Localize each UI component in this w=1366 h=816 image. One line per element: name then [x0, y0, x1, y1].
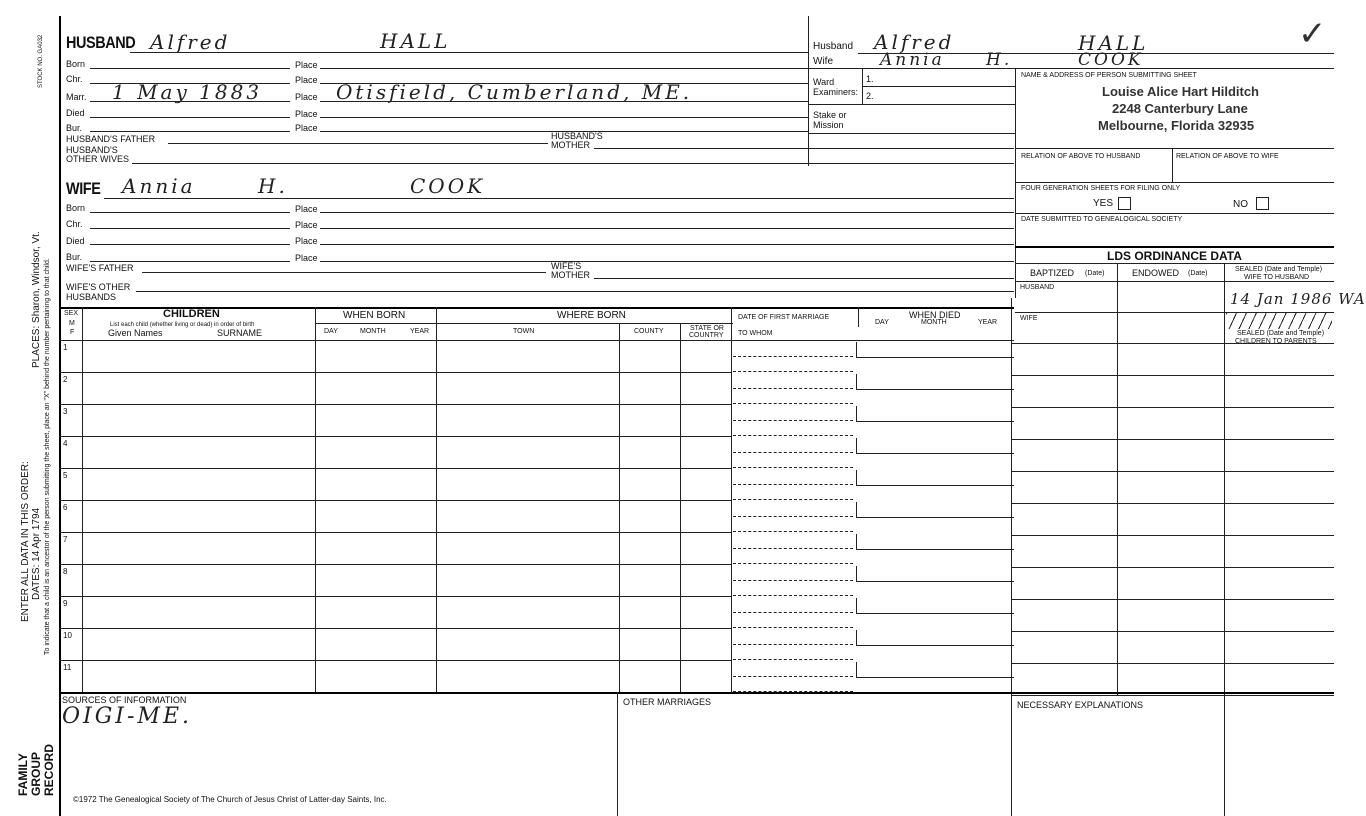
relation-bottom-line: [1015, 182, 1334, 183]
examiner-2-line[interactable]: [808, 104, 1015, 105]
lds-child-row-line[interactable]: [1011, 567, 1334, 568]
yes-checkbox[interactable]: [1118, 197, 1131, 210]
wife-bur-place-label: Place: [295, 253, 318, 263]
examiner-1-line[interactable]: [862, 86, 1015, 87]
given-names-label: Given Names: [108, 328, 163, 338]
child-death-box-edge: [856, 630, 857, 645]
wife-heading: WIFE: [66, 179, 101, 198]
examiner-2-label: 2.: [866, 91, 874, 101]
child-row-number: 7: [63, 535, 68, 544]
lds-child-row-line[interactable]: [1011, 471, 1334, 472]
husband-surname[interactable]: HALL: [380, 29, 451, 53]
husband-born-place-label: Place: [295, 60, 318, 70]
wifes-mother-line[interactable]: [594, 278, 1014, 279]
child-marriage-date-line[interactable]: [733, 580, 853, 581]
wifes-other-husbands-label-1: WIFE'S OTHER: [66, 282, 131, 292]
child-row-number: 5: [63, 471, 68, 480]
child-death-date-line[interactable]: [856, 421, 1014, 422]
no-label: NO: [1233, 199, 1248, 210]
lds-col-divider-1: [1117, 263, 1118, 343]
husbands-mother-label-2: MOTHER: [551, 140, 590, 150]
husband-marr-label: Marr.: [66, 92, 87, 102]
town-label: TOWN: [513, 328, 535, 335]
child-death-box-edge: [856, 598, 857, 613]
sources-label: SOURCES OF INFORMATION: [62, 695, 187, 705]
relation-to-husband-label: RELATION OF ABOVE TO HUSBAND: [1021, 153, 1141, 160]
child-death-date-line[interactable]: [856, 549, 1014, 550]
wife-name-line: [104, 198, 1014, 199]
children-heading: CHILDREN: [163, 308, 220, 320]
sealed-children-label-1: SEALED (Date and Temple): [1237, 330, 1325, 337]
lds-col-divider-2: [1224, 263, 1225, 816]
child-spouse-line[interactable]: [733, 467, 853, 468]
divider-top-right: [808, 16, 809, 166]
wife-bur-place-line[interactable]: [320, 261, 1014, 262]
child-death-date-line[interactable]: [856, 677, 1014, 678]
col-state-divider: [731, 307, 732, 692]
child-row-number: 9: [63, 599, 68, 608]
first-marriage-label: DATE OF FIRST MARRIAGE: [738, 314, 830, 321]
child-death-box-edge: [856, 662, 857, 677]
relation-to-wife-label: RELATION OF ABOVE TO WIFE: [1176, 153, 1279, 160]
husbands-other-wives-label-2: OTHER WIVES: [66, 154, 130, 164]
child-marriage-date-line[interactable]: [733, 484, 853, 485]
examiner-1-label: 1.: [866, 74, 874, 84]
four-generation-label: FOUR GENERATION SHEETS FOR FILING ONLY: [1021, 185, 1181, 192]
husbands-father-label: HUSBAND'S FATHER: [66, 134, 156, 144]
husband-died-line[interactable]: [90, 117, 290, 118]
wife-died-place-label: Place: [295, 236, 318, 246]
lds-children-header-line: [1011, 343, 1334, 344]
lds-husband-label: HUSBAND: [1020, 284, 1055, 291]
child-row-number: 10: [63, 631, 72, 640]
wife-bur-label: Bur.: [66, 252, 83, 262]
wife-born-label: Born: [66, 203, 86, 213]
lds-child-row-line[interactable]: [1011, 375, 1334, 376]
examiners-label: Examiners:: [813, 87, 859, 97]
col-county-divider: [680, 323, 681, 692]
child-marriage-date-line[interactable]: [733, 644, 853, 645]
yes-label: YES: [1093, 198, 1114, 209]
wife-born-place-label: Place: [295, 204, 318, 214]
child-row-line[interactable]: [59, 436, 731, 437]
child-death-box-edge: [856, 502, 857, 517]
child-row-line[interactable]: [59, 468, 731, 469]
wife-surname[interactable]: COOK: [410, 174, 486, 198]
sealed-children-label-2: CHILDREN TO PARENTS: [1235, 338, 1317, 345]
child-row-number: 1: [63, 343, 68, 352]
wife-born-line[interactable]: [90, 212, 290, 213]
right-husband-given[interactable]: Alfred: [874, 30, 955, 54]
wife-given-name[interactable]: Annia: [122, 174, 196, 198]
husband-bur-label: Bur.: [66, 123, 83, 133]
husbands-other-wives-line[interactable]: [132, 163, 1014, 164]
wife-died-label: Died: [66, 236, 85, 246]
date-submitted-line[interactable]: [1015, 246, 1334, 248]
date-submitted-label: DATE SUBMITTED TO GENEALOGICAL SOCIETY: [1021, 216, 1183, 223]
sex-label: SEX: [64, 310, 79, 317]
child-row-number: 2: [63, 375, 68, 384]
lds-header-line: [1015, 281, 1334, 282]
stake-label-2: Mission: [813, 120, 844, 130]
submitter-street: 2248 Canterbury Lane: [1112, 101, 1248, 116]
right-wife-label: Wife: [813, 56, 833, 67]
wife-chr-line[interactable]: [90, 228, 290, 229]
sealed-wife-label-1: SEALED (Date and Temple): [1235, 266, 1323, 273]
right-wife-line: [808, 68, 1334, 69]
wife-died-line[interactable]: [90, 244, 290, 245]
child-death-box-edge: [856, 566, 857, 581]
husband-bur-place-label: Place: [295, 123, 318, 133]
lds-child-row-line[interactable]: [1011, 503, 1334, 504]
necessary-explanations-label: NECESSARY EXPLANATIONS: [1017, 700, 1144, 710]
lds-wife-label: WIFE: [1020, 315, 1038, 322]
four-gen-bottom-line: [1015, 213, 1334, 214]
child-marriage-date-line[interactable]: [733, 356, 853, 357]
child-death-date-line[interactable]: [856, 581, 1014, 582]
child-death-box-edge: [856, 438, 857, 453]
wifes-father-line[interactable]: [142, 272, 546, 273]
child-death-date-line[interactable]: [856, 645, 1014, 646]
child-death-date-line[interactable]: [856, 453, 1014, 454]
child-death-box-edge: [856, 534, 857, 549]
relation-divider: [1172, 148, 1173, 182]
hatched-area: [1226, 313, 1332, 329]
lds-child-row-line[interactable]: [1011, 631, 1334, 632]
places-instruction: PLACES: Sharon, Windsor, Vt.: [31, 231, 42, 368]
lds-title: LDS ORDINANCE DATA: [1107, 249, 1242, 263]
sex-m-label: M: [69, 320, 75, 327]
husband-given-name[interactable]: Alfred: [150, 30, 231, 54]
wifes-other-husbands-line[interactable]: [136, 291, 1014, 292]
child-marriage-date-line[interactable]: [733, 388, 853, 389]
husband-died-place-label: Place: [295, 109, 318, 119]
footer-top-line: [59, 692, 1334, 694]
lds-child-row-line[interactable]: [1011, 663, 1334, 664]
child-row-line[interactable]: [59, 532, 731, 533]
lds-child-row-line[interactable]: [1011, 407, 1334, 408]
child-row-number: 6: [63, 503, 68, 512]
state-label-2: COUNTRY: [689, 332, 724, 339]
child-row-number: 4: [63, 439, 68, 448]
child-row-number: 8: [63, 567, 68, 576]
husband-born-line[interactable]: [90, 68, 290, 69]
husbands-other-wives-label-1: HUSBAND'S: [66, 145, 118, 155]
submitter-name: Louise Alice Hart Hilditch: [1102, 84, 1259, 99]
dates-instruction: DATES: 14 Apr 1794: [31, 507, 42, 600]
state-label-1: STATE OR: [690, 325, 724, 332]
footer-divider-1: [617, 692, 618, 816]
form-title-line1: FAMILY: [16, 753, 30, 796]
sealed-entry[interactable]: 14 Jan 1986 WA: [1230, 290, 1366, 308]
child-row-number: 11: [63, 663, 72, 672]
child-death-box-edge: [856, 374, 857, 389]
right-wife-middle[interactable]: H.: [986, 50, 1013, 70]
children-note: List each child (whether living or dead) in order of birth: [110, 322, 255, 328]
husband-bur-line[interactable]: [90, 131, 290, 132]
child-row-line[interactable]: [59, 564, 731, 565]
child-row-line[interactable]: [59, 500, 731, 501]
checkmark-icon: ✓: [1298, 14, 1327, 54]
husband-name-line: [130, 52, 808, 53]
child-death-date-line[interactable]: [856, 357, 1014, 358]
wife-died-place-line[interactable]: [320, 244, 1014, 245]
born-subheader-line: [315, 323, 733, 324]
sealed-wife-label-2: WIFE TO HUSBAND: [1244, 274, 1310, 281]
child-spouse-line[interactable]: [733, 435, 853, 436]
child-death-date-line[interactable]: [856, 389, 1014, 390]
died-month-label: MONTH: [921, 319, 947, 326]
right-husband-surname[interactable]: HALL: [1078, 31, 1149, 55]
child-death-date-line[interactable]: [856, 485, 1014, 486]
child-marriage-date-line[interactable]: [733, 548, 853, 549]
child-spouse-line[interactable]: [733, 403, 853, 404]
wife-born-place-line[interactable]: [320, 212, 1014, 213]
child-death-box-edge: [856, 342, 857, 357]
child-marriage-date-line[interactable]: [733, 516, 853, 517]
child-spouse-line[interactable]: [733, 371, 853, 372]
child-death-box-edge: [856, 470, 857, 485]
husband-chr-label: Chr.: [66, 74, 83, 84]
died-year-label: YEAR: [978, 319, 998, 326]
lds-child-row-line[interactable]: [1011, 695, 1334, 696]
when-died-label: WHEN DIED: [909, 310, 961, 320]
lds-child-row-line[interactable]: [1011, 439, 1334, 440]
child-row-line[interactable]: [59, 628, 731, 629]
husbands-mother-label-1: HUSBAND'S: [551, 131, 603, 141]
lds-child-row-line[interactable]: [1011, 535, 1334, 536]
born-year-label: YEAR: [410, 328, 430, 335]
child-spouse-line[interactable]: [733, 595, 853, 596]
child-row-number: 3: [63, 407, 68, 416]
husband-chr-place-label: Place: [295, 75, 318, 85]
child-marriage-date-line[interactable]: [733, 676, 853, 677]
child-spouse-line[interactable]: [733, 563, 853, 564]
wife-middle-initial[interactable]: H.: [258, 174, 288, 198]
stock-number: STOCK NO. GA032: [38, 34, 44, 88]
enter-data-instruction: ENTER ALL DATA IN THIS ORDER:: [20, 461, 31, 622]
husband-marriage-place[interactable]: Otisfield, Cumberland, ME.: [336, 80, 693, 104]
surname-label: SURNAME: [217, 328, 263, 338]
husband-marr-place-label: Place: [295, 92, 318, 102]
ward-label: Ward: [813, 77, 835, 87]
lds-children-divider-1: [1117, 343, 1118, 695]
child-spouse-line[interactable]: [733, 499, 853, 500]
wifes-father-label: WIFE'S FATHER: [66, 263, 134, 273]
child-marriage-date-line[interactable]: [733, 420, 853, 421]
wife-bur-line[interactable]: [90, 261, 290, 262]
no-checkbox[interactable]: [1256, 197, 1269, 210]
husband-marr-place-line[interactable]: [320, 101, 808, 102]
child-spouse-line[interactable]: [733, 627, 853, 628]
when-born-label: WHEN BORN: [343, 310, 406, 321]
baptized-label: BAPTIZED: [1030, 268, 1075, 278]
child-marriage-date-line[interactable]: [733, 452, 853, 453]
husband-born-label: Born: [66, 59, 86, 69]
child-row-line[interactable]: [59, 404, 731, 405]
baptized-date-label: (Date): [1085, 270, 1105, 277]
husbands-mother-line[interactable]: [594, 148, 1014, 149]
sources-entry[interactable]: OIGI-ME.: [62, 704, 193, 729]
form-title-line2: GROUP: [29, 751, 43, 796]
child-death-date-line[interactable]: [856, 517, 1014, 518]
county-label: COUNTY: [634, 328, 664, 335]
submitter-city: Melbourne, Florida 32935: [1098, 118, 1255, 133]
born-month-label: MONTH: [360, 328, 386, 335]
child-marriage-date-line[interactable]: [733, 612, 853, 613]
col-marriage-divider: [858, 307, 859, 327]
child-row-line[interactable]: [59, 660, 731, 661]
right-wife-given[interactable]: Annia: [880, 50, 945, 70]
husband-born-place-line[interactable]: [320, 68, 808, 69]
husband-died-label: Died: [66, 108, 85, 118]
child-row-line[interactable]: [59, 596, 731, 597]
right-wife-surname[interactable]: COOK: [1078, 50, 1144, 70]
wife-chr-place-label: Place: [295, 220, 318, 230]
wifes-other-husbands-label-2: HUSBANDS: [66, 292, 117, 302]
sex-f-label: F: [70, 329, 75, 336]
stake-line[interactable]: [808, 133, 1015, 134]
wifes-mother-label-1: WIFE'S: [551, 261, 582, 271]
lds-title-line: [1015, 263, 1334, 264]
stake-label-1: Stake or: [813, 110, 847, 120]
husbands-father-line[interactable]: [168, 143, 548, 144]
lds-child-row-line[interactable]: [1011, 599, 1334, 600]
husband-died-place-line[interactable]: [320, 117, 808, 118]
died-day-label: DAY: [875, 319, 889, 326]
submitter-bottom-line: [1015, 148, 1334, 149]
child-row-line[interactable]: [59, 372, 731, 373]
ancestor-instruction: To indicate that a child is an ancestor of the person submitting the sheet, place an "X" behind the number pertaining to that child.: [44, 258, 51, 655]
wifes-mother-label-2: MOTHER: [551, 270, 590, 280]
child-spouse-line[interactable]: [733, 531, 853, 532]
form-title-line3: RECORD: [42, 743, 56, 796]
right-husband-label: Husband: [813, 41, 854, 52]
col-town-divider: [619, 323, 620, 692]
left-border: [59, 16, 61, 816]
submitter-label: NAME & ADDRESS OF PERSON SUBMITTING SHEET: [1021, 72, 1197, 79]
child-spouse-line[interactable]: [733, 659, 853, 660]
other-marriages-label: OTHER MARRIAGES: [623, 697, 712, 707]
husband-marriage-date[interactable]: 1 May 1883: [112, 80, 263, 104]
copyright: ©1972 The Genealogical Society of The Church of Jesus Christ of Latter-day Saints, Inc.: [73, 795, 387, 804]
endowed-date-label: (Date): [1188, 270, 1208, 277]
wife-chr-place-line[interactable]: [320, 228, 1014, 229]
endowed-label: ENDOWED: [1132, 268, 1179, 278]
wife-chr-label: Chr.: [66, 219, 83, 229]
child-death-date-line[interactable]: [856, 613, 1014, 614]
to-whom-label: TO WHOM: [738, 330, 773, 337]
husband-heading: HUSBAND: [66, 33, 136, 52]
children-header-bottom-line: [59, 340, 1014, 341]
born-day-label: DAY: [324, 328, 338, 335]
husband-marr-line[interactable]: [90, 101, 290, 102]
child-death-box-edge: [856, 406, 857, 421]
where-born-label: WHERE BORN: [557, 310, 626, 321]
